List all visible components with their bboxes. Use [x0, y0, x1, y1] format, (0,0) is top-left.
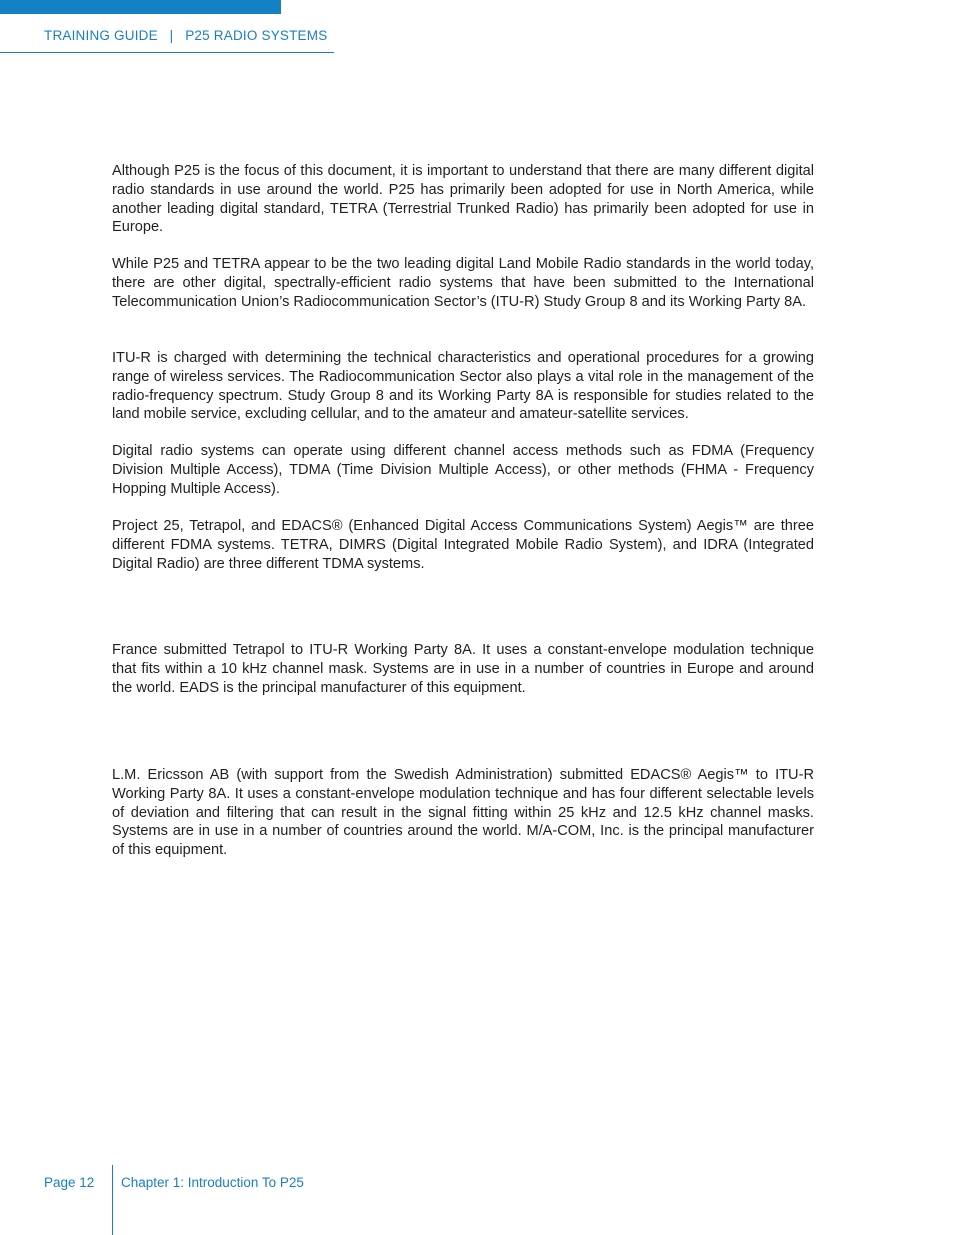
chapter-title: Chapter 1: Introduction To P25: [121, 1175, 304, 1190]
paragraph-edacs: L.M. Ericsson AB (with support from the Swedish Administration) submitted EDACS® Aegis™ to ITU-R Working Party 8A. It uses a constant-envelope modulation technique and has four different selectable levels of deviation and filtering that can result in the signal fitting within 25 kHz and 12.5 kHz channel masks. Systems are in use in a number of countries around the world. M/A-COM, Inc. is the principal manufacturer of this equipment.: [112, 767, 814, 859]
paragraph-itu-r: ITU-R is charged with determining the technical characteristics and operational procedures for a growing range of wireless services. The Radiocommunication Sector also plays a vital role in the management of the radio-frequency spectrum. Study Group 8 and its Working Party 8A is responsible for studies related to the land mobile service, excluding cellular, and to the amateur and amateur-satellite services.: [112, 350, 814, 423]
paragraph-digital-standards: Although P25 is the focus of this document, it is important to understand that there are many different digital radio standards in use around the world. P25 has primarily been adopted for use in North America, while another leading digital standard, TETRA (Terrestrial Trunked Radio) has primarily been adopted for use in Europe.: [112, 163, 814, 236]
paragraph-tetrapol: France submitted Tetrapol to ITU-R Working Party 8A. It uses a constant-envelope modulation technique that fits within a 10 kHz channel mask. Systems are in use in a number of countries in Europe and around the world. EADS is the principal manufacturer of this equipment.: [112, 642, 814, 696]
page-number: Page 12: [44, 1175, 95, 1190]
paragraph-access-methods: Digital radio systems can operate using different channel access methods such as FDMA (Frequency Division Multiple Access), TDMA (Time Division Multiple Access), or other methods (FHMA - Frequency Hopping Multiple Access).: [112, 443, 814, 497]
header-accent-bar: [0, 0, 281, 14]
running-header: TRAINING GUIDE | P25 RADIO SYSTEMS: [44, 28, 328, 43]
paragraph-other-systems: While P25 and TETRA appear to be the two leading digital Land Mobile Radio standards in the world today, there are other digital, spectrally-efficient radio systems that have been submitted to the International Telecommunication Union’s Radiocommunication Sector’s (ITU-R) Study Group 8 and its Working Party 8A.: [112, 256, 814, 310]
footer-divider: [112, 1165, 113, 1235]
paragraph-fdma-tdma: Project 25, Tetrapol, and EDACS® (Enhanced Digital Access Communications System) Aegis™ are three different FDMA systems. TETRA, DIMRS (Digital Integrated Mobile Radio System), and IDRA (Integrated Digital Radio) are three different TDMA systems.: [112, 518, 814, 572]
header-rule: [0, 52, 334, 53]
